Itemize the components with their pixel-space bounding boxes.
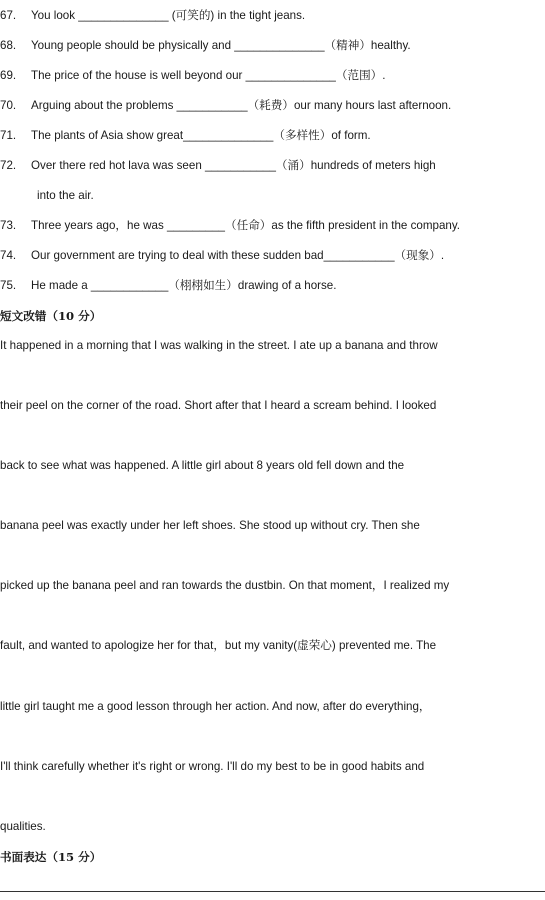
- section-heading-correction: 短文改错（10 分）: [0, 309, 102, 323]
- passage-line: back to see what was happened. A little girl about 8 years old fell down and the: [0, 459, 405, 472]
- question-number: 68.: [0, 39, 17, 52]
- passage-line: I'll think carefully whether it's right or wrong. I'll do my best to be in good habits and: [0, 760, 425, 773]
- question-number: 70.: [0, 99, 17, 112]
- question-text: into the air.: [37, 189, 94, 202]
- question-text: Our government are trying to deal with these sudden bad___________（现象）.: [31, 249, 445, 262]
- section-heading-writing: 书面表达（15 分）: [0, 850, 102, 864]
- question-text: The plants of Asia show great______________（多样性）of form.: [31, 129, 371, 142]
- passage-line: picked up the banana peel and ran towards the dustbin. On that moment，I realized my: [0, 579, 450, 592]
- question-text: He made a ____________（栩栩如生）drawing of a horse.: [31, 279, 337, 292]
- passage-line: their peel on the corner of the road. Short after that I heard a scream behind. I looked: [0, 399, 437, 412]
- question-text: Arguing about the problems ___________（耗费）our many hours last afternoon.: [31, 99, 452, 112]
- passage-line: fault, and wanted to apologize her for that，but my vanity(虚荣心) prevented me. The: [0, 639, 437, 652]
- question-number: 71.: [0, 129, 17, 142]
- passage-line: little girl taught me a good lesson through her action. And now, after do everything，: [0, 700, 431, 713]
- question-text: You look ______________ (可笑的) in the tight jeans.: [31, 9, 306, 22]
- question-number: 67.: [0, 9, 17, 22]
- question-number: 69.: [0, 69, 17, 82]
- question-text: Young people should be physically and ______________（精神）healthy.: [31, 39, 411, 52]
- question-number: 72.: [0, 159, 17, 172]
- question-number: 73.: [0, 219, 17, 232]
- question-text: Over there red hot lava was seen ___________（涌）hundreds of meters high: [31, 159, 436, 172]
- bottom-divider: [0, 891, 545, 892]
- passage-line: It happened in a morning that I was walking in the street. I ate up a banana and throw: [0, 339, 438, 352]
- question-number: 74.: [0, 249, 17, 262]
- question-text: The price of the house is well beyond our ______________（范围）.: [31, 69, 386, 82]
- question-number: 75.: [0, 279, 17, 292]
- passage-line: banana peel was exactly under her left shoes. She stood up without cry. Then she: [0, 519, 420, 532]
- question-text: Three years ago，he was _________（任命）as the fifth president in the company.: [31, 219, 460, 232]
- passage-line: qualities.: [0, 820, 46, 833]
